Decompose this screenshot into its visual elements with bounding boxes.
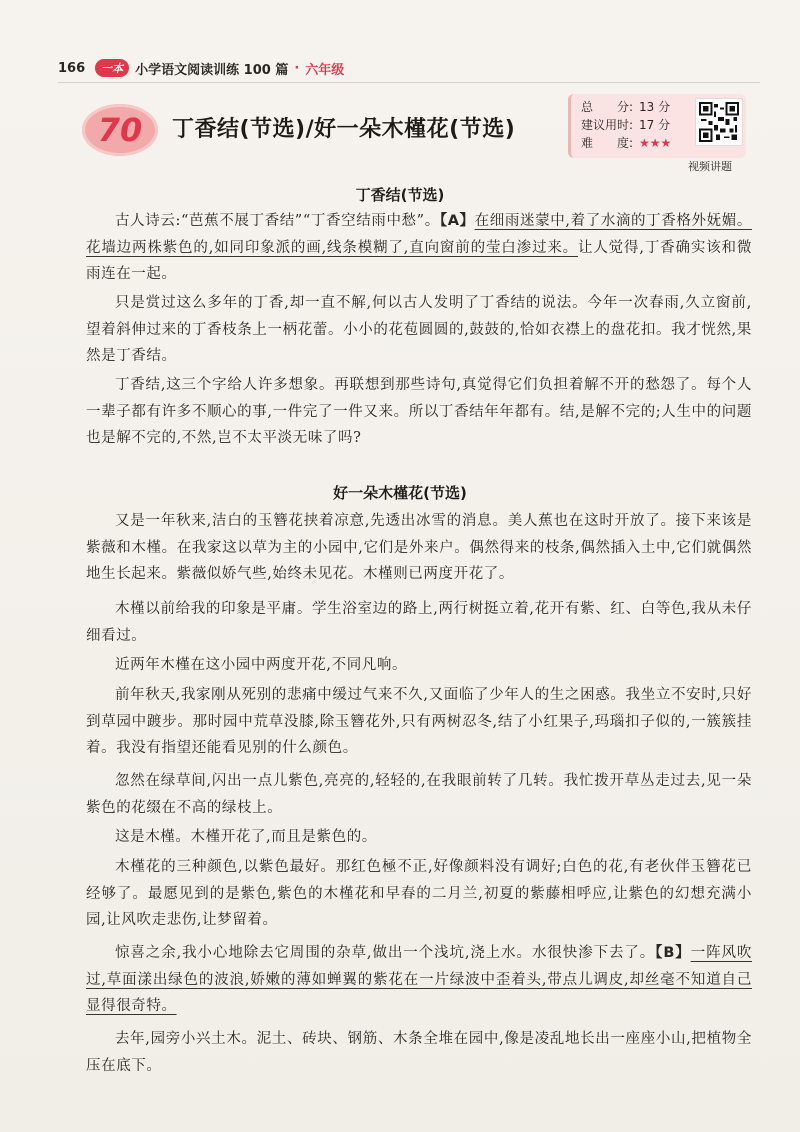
s1p1-text-a: 古人诗云:“芭蕉不展丁香结”“丁香空结雨中愁”。	[115, 213, 440, 229]
info-time-value: 17 分	[639, 118, 671, 132]
page-header	[58, 56, 344, 80]
page-number: 166	[58, 60, 86, 76]
lesson-number: 70	[97, 111, 143, 149]
section1-paragraph-2: 只是赏过这么多年的丁香,却一直不解,何以古人发明了丁香结的说法。今年一次春雨,久立窗前,望着斜伸过来的丁香枝条上一柄花蕾。小小的花苞圆圆的,鼓鼓的,恰如衣襟上的盘花扣。我才恍然,果然是丁香结。	[86, 295, 752, 364]
book-title: 小学语文阅读训练 100 篇	[135, 62, 289, 78]
section1-paragraph-3: 丁香结,这三个字给人许多想象。再联想到那些诗句,真觉得它们负担着解不开的愁怨了。每个人一辈子都有许多不顺心的事,一件完了一件又来。所以丁香结年年都有。结,是解不完的;人生中的问题也是解不完的,不然,岂不太平淡无味了吗?	[86, 377, 752, 446]
header-divider	[58, 82, 760, 83]
section2-paragraph-5: 忽然在绿草间,闪出一点儿紫色,亮亮的,轻轻的,在我眼前转了几转。我忙拨开草丛走过去,见一朵紫色的花缀在不高的绿枝上。	[86, 773, 752, 816]
brand-logo: 一本	[95, 59, 129, 77]
info-total	[581, 98, 671, 116]
lesson-number-badge	[82, 104, 158, 156]
section2-paragraph-2: 木槿以前给我的印象是平庸。学生浴室边的路上,两行树挺立着,花开有紫、红、白等色,我从未仔细看过。	[86, 601, 752, 644]
info-time-label: 建议用时:	[581, 118, 634, 132]
section2-paragraph-4: 前年秋天,我家刚从死别的悲痛中缓过气来不久,又面临了少年人的生之困惑。我坐立不安时,只好到草园中踱步。那时园中荒草没膝,除玉簪花外,只有两树忍冬,结了小红果子,玛瑙扣子似的,一簇簇挂着。我没有指望还能看见别的什么颜色。	[86, 687, 752, 756]
marker-b: 【B】	[655, 945, 691, 961]
grade-separator: ·	[294, 60, 300, 76]
info-difficulty-label: 难 度:	[581, 136, 634, 150]
underlined-sentence-b: 一阵风吹过,草面漾出绿色的波浪,娇嫩的薄如蝉翼的紫花在一片绿波中歪着头,带点儿调皮,却丝毫不知道自己显得很奇特。	[86, 945, 752, 1014]
section2-paragraph-7: 木槿花的三种颜色,以紫色最好。那红色極不正,好像颜料没有调好;白色的花,有老伙伴玉簪花已经够了。最愿见到的是紫色,紫色的木槿花和早春的二月兰,初夏的紫藤相呼应,让紫色的幻想充满小园,让风吹走悲伤,让梦留着。	[86, 859, 752, 928]
grade-label: 六年级	[305, 62, 345, 78]
section2-paragraph-8	[86, 940, 752, 1020]
marker-a: 【A】	[439, 213, 475, 229]
info-total-value: 13 分	[639, 100, 671, 114]
section1-paragraph-1	[86, 208, 752, 288]
section2-paragraph-1: 又是一年秋来,洁白的玉簪花挟着凉意,先透出冰雪的消息。美人蕉也在这时开放了。接下来该是紫薇和木槿。在我家这以草为主的小园中,它们是外来户。偶然得来的枝条,偶然插入土中,它们就偶然地生长起来。紫薇似娇气些,始终未见花。木槿则已两度开花了。	[86, 513, 752, 582]
lesson-title: 丁香结(节选)/好一朵木槿花(节选)	[172, 117, 516, 142]
s2p8-text-a: 惊喜之余,我小心地除去它周围的杂草,做出一个浅坑,浇上水。水很快渗下去了。	[115, 945, 656, 961]
underlined-sentence-a: 在细雨迷蒙中,着了水滴的丁香格外妩媚。花墙边两株紫色的,如同印象派的画,线条模糊了,直向窗前的莹白渗过来。	[86, 213, 752, 256]
info-time	[581, 116, 671, 134]
info-rows	[581, 98, 671, 152]
section2-paragraph-9: 去年,园旁小兴土木。泥土、砖块、钢筋、木条全堆在园中,像是凌乱地长出一座座小山,把植物全压在底下。	[86, 1031, 752, 1074]
info-box	[568, 94, 746, 158]
section2-paragraph-3: 近两年木槿在这小园中两度开花,不同凡响。	[115, 657, 408, 673]
section2-paragraph-6: 这是木槿。木槿开花了,而且是紫色的。	[115, 829, 377, 845]
section1-title: 丁香结(节选)	[355, 186, 445, 204]
section2-title: 好一朵木槿花(节选)	[333, 484, 467, 502]
qr-caption: 视频讲题	[688, 160, 732, 173]
difficulty-stars: ★★★	[639, 136, 672, 150]
s1p1-text-b: 让人觉得,丁香确实该和微雨连在一起。	[86, 239, 752, 282]
info-total-label: 总 分:	[581, 100, 634, 114]
info-difficulty	[581, 134, 671, 152]
qr-code-icon[interactable]	[695, 98, 743, 146]
